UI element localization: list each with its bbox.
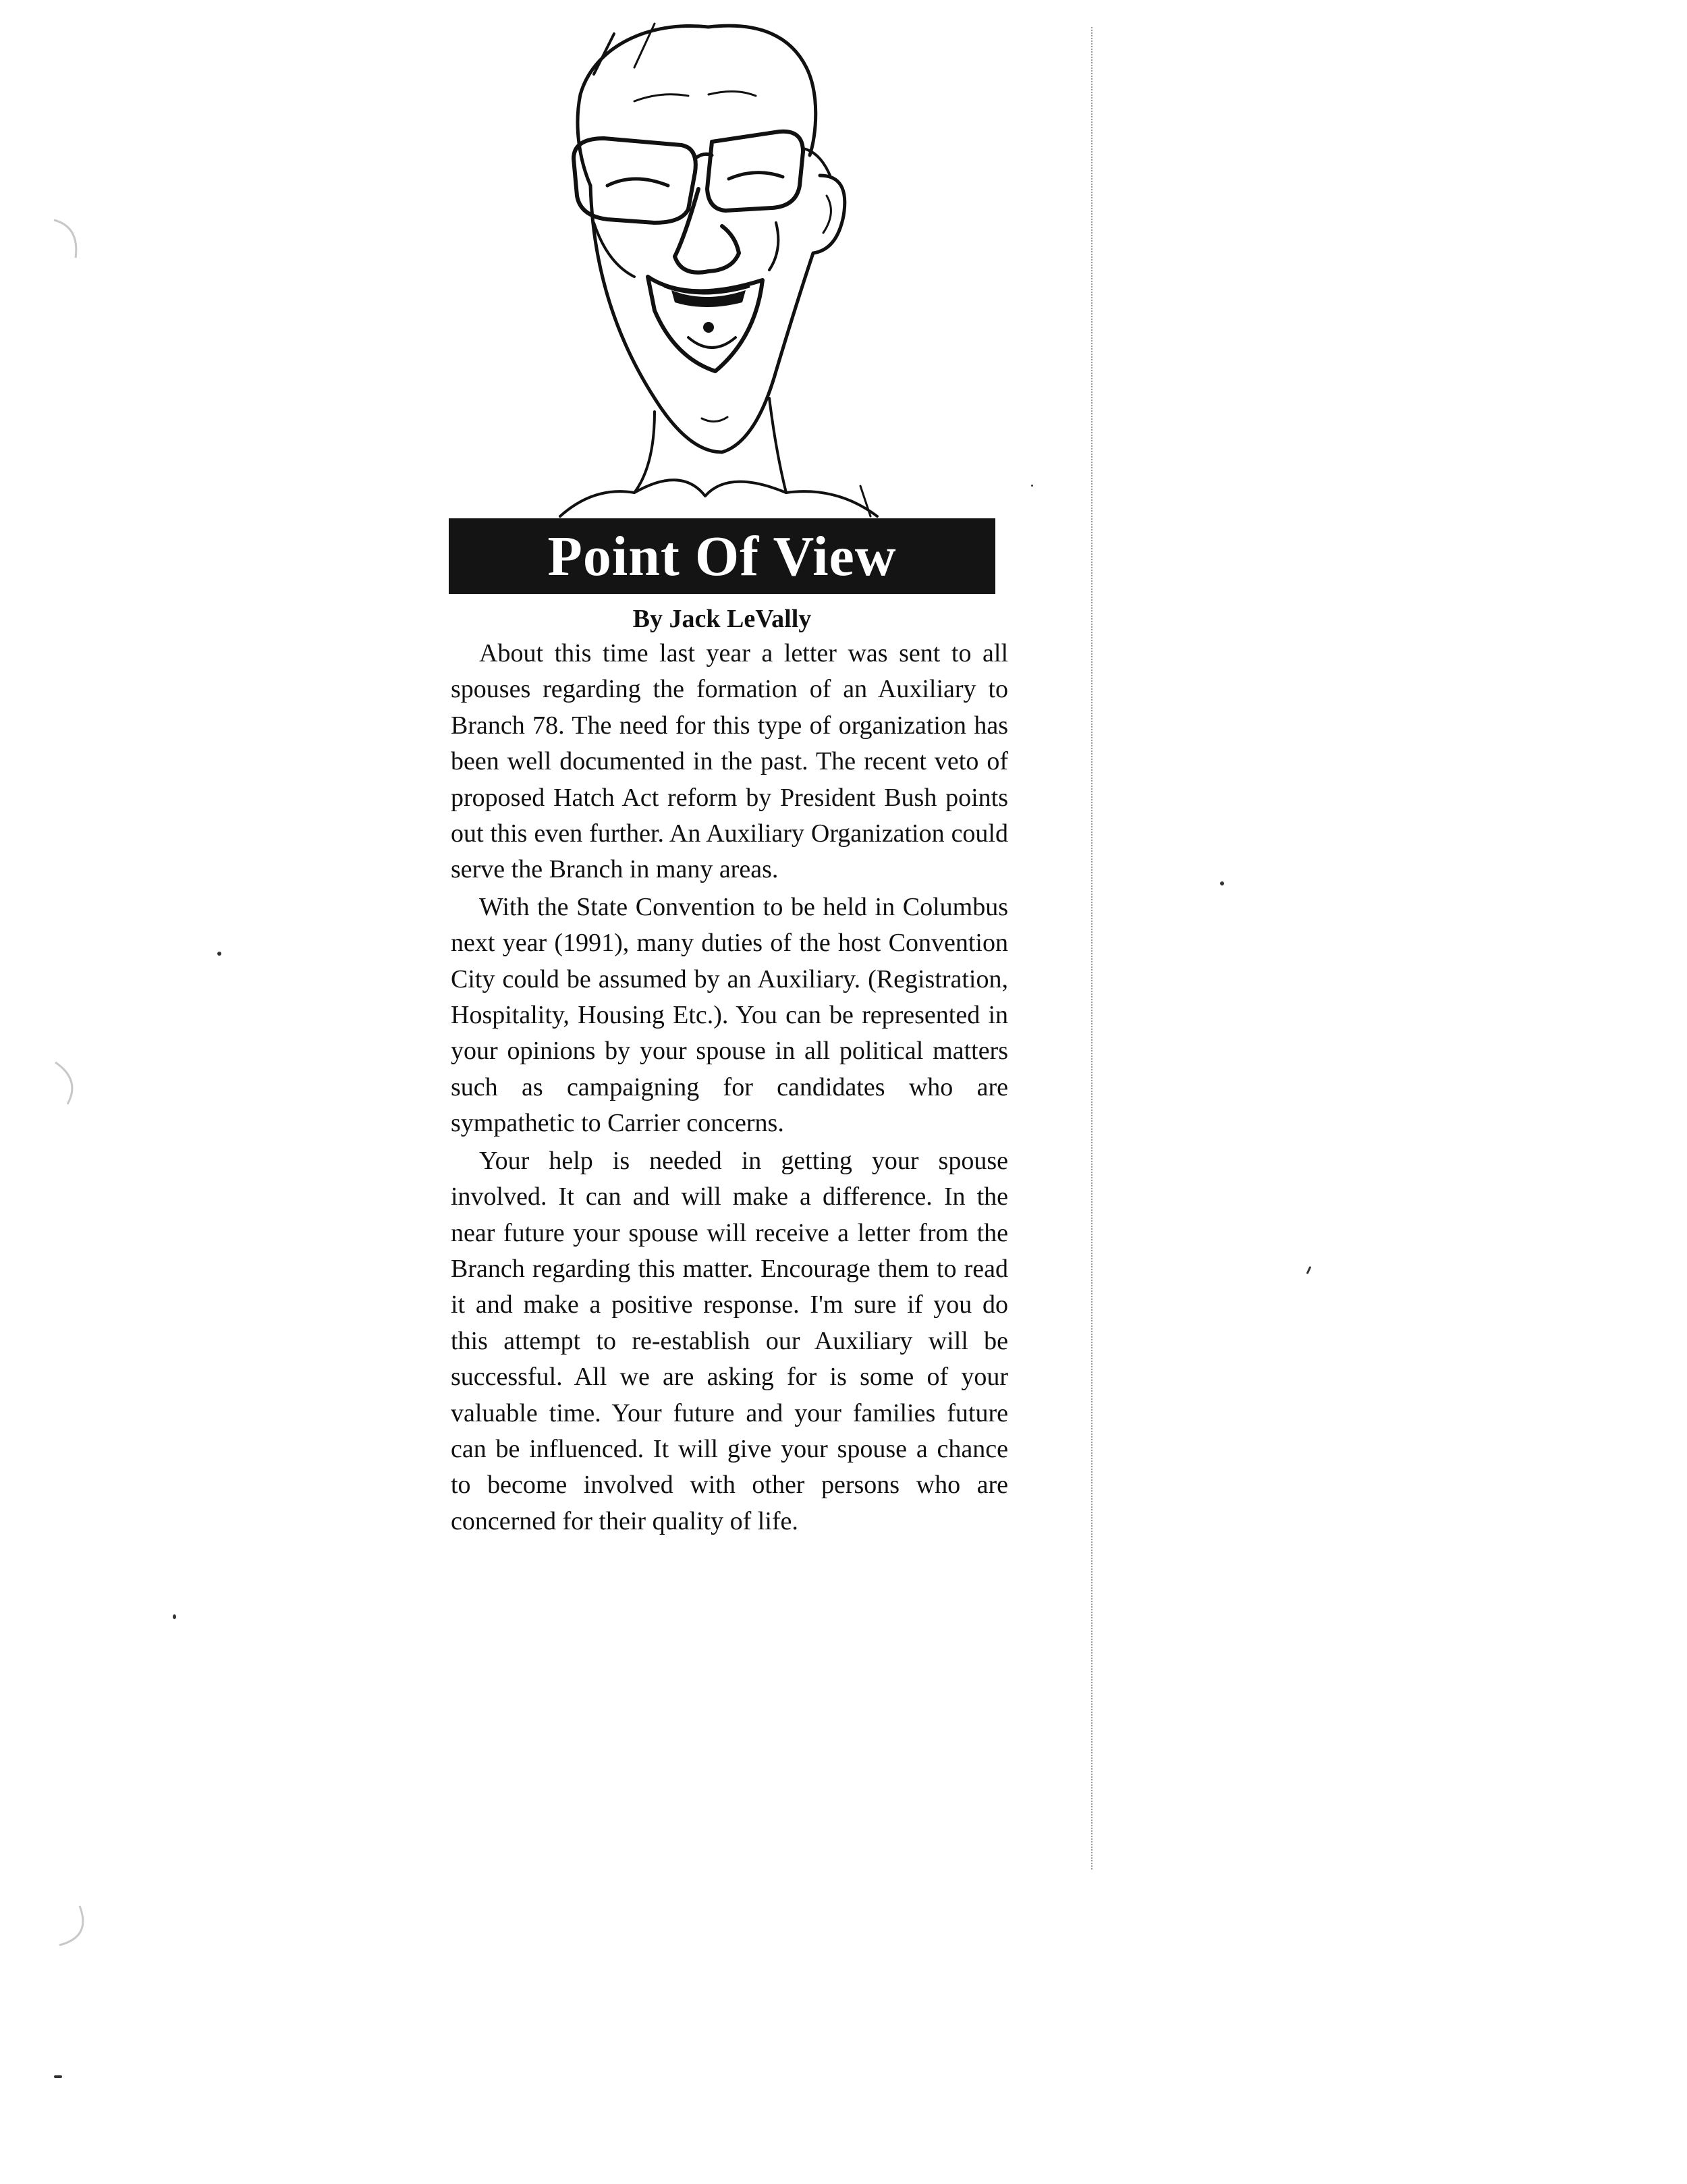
scan-speck — [173, 1614, 176, 1619]
scan-speck — [54, 2075, 62, 2078]
article-body — [451, 636, 1008, 1539]
column-title-banner — [449, 518, 995, 594]
column-title: Point Of View — [547, 524, 897, 588]
punch-hole-mark-middle — [40, 1060, 88, 1107]
column-divider-rule — [1091, 27, 1093, 1869]
scan-speck — [1031, 485, 1033, 487]
scan-speck — [217, 952, 221, 956]
columnist-caricature — [553, 20, 918, 520]
punch-hole-mark-top — [40, 216, 88, 263]
article-paragraph: About this time last year a letter was sent to all spouses regarding the formation of an Auxiliary to Branch 78. The need for this type of organization has been well documented in the past. The recent veto of proposed Hatch Act reform by President Bush points out this even further. An Auxiliary Organization could serve the Branch in many areas. — [451, 639, 1008, 884]
punch-hole-mark-bottom — [47, 1903, 94, 1950]
author-byline: By Jack LeVally — [632, 605, 812, 633]
scan-speck — [1306, 1266, 1312, 1274]
article-paragraph: With the State Convention to be held in Columbus next year (1991), many duties of the host Convention City could be assumed by an Auxiliary. (Registration, Hospitality, Housing Etc.). You can be represented in your opinions by your spouse in all political matters such as campaigning for candidates who are sympathetic to Carrier concerns. — [451, 892, 1008, 1138]
scan-speck — [1220, 881, 1224, 885]
article-paragraph: Your help is needed in getting your spouse involved. It can and will make a difference. In the near future your spouse will receive a letter from the Branch regarding this matter. Encourage them to read it and make a positive response. I'm sure if you do this attempt to re-establish our Auxiliary will be successful. All we are asking for is some of your valuable time. Your future and your families future can be influenced. It will give your spouse a chance to become involved with other persons who are concerned for their quality of life. — [451, 1146, 1008, 1535]
